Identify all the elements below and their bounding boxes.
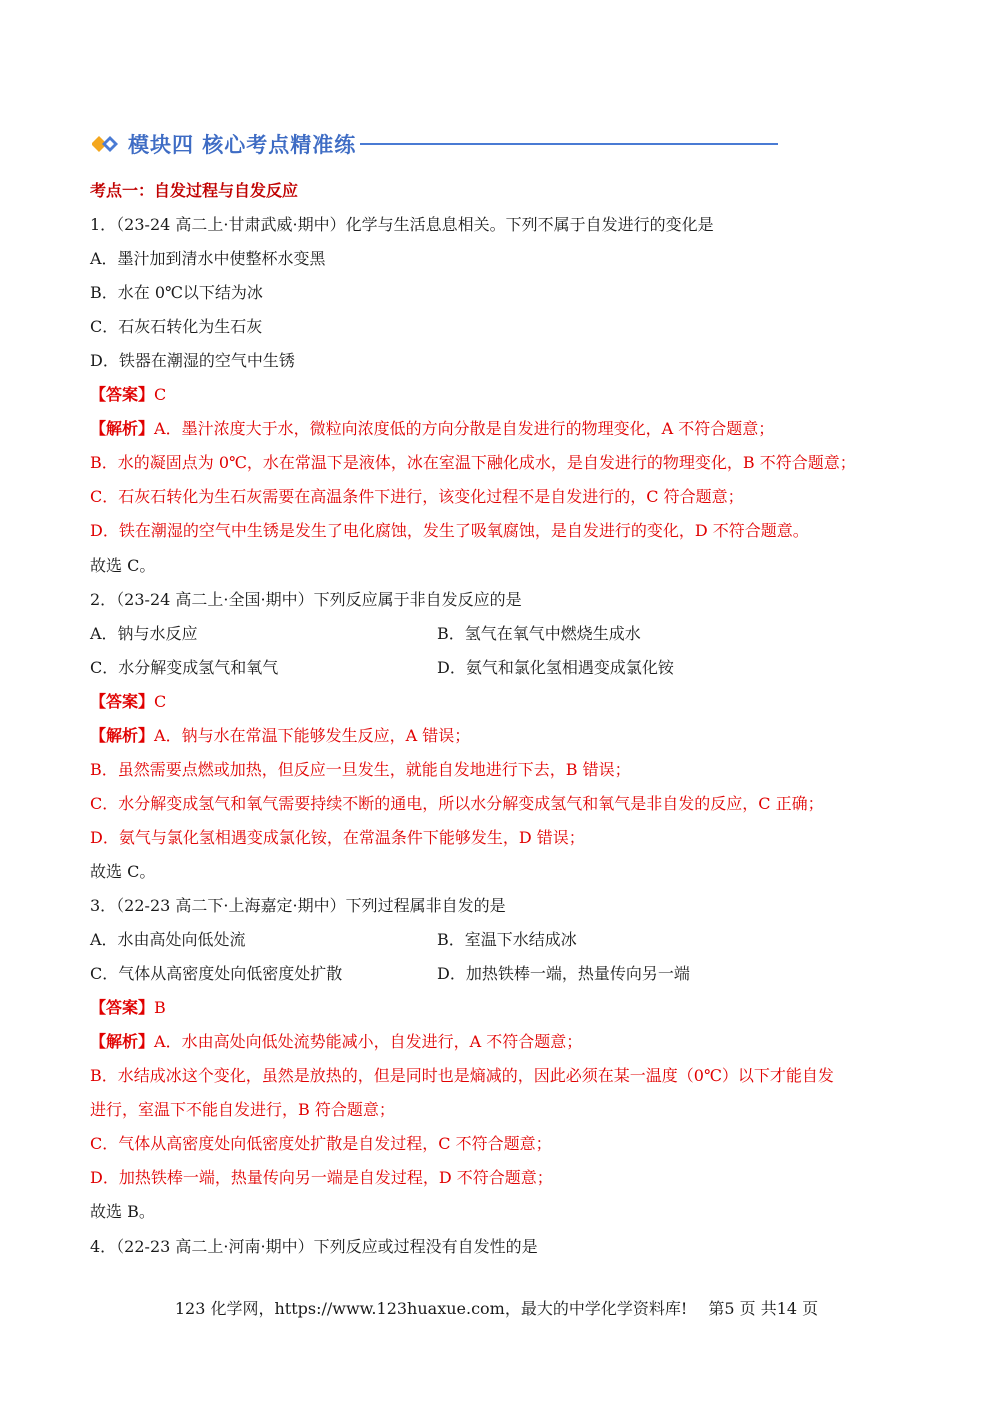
- analysis-text: A．钠与水在常温下能够发生反应，A 错误；: [154, 726, 471, 745]
- q1-conclusion: 故选 C。: [90, 556, 156, 575]
- q2-analysis-d: D．氨气与氯化氢相遇变成氯化铵，在常温条件下能够发生，D 错误；: [90, 828, 585, 847]
- q2-answer: [90, 692, 166, 712]
- q1-option-c: C．石灰石转化为生石灰: [90, 317, 263, 336]
- q3-analysis-b: B．水结成冰这个变化，虽然是放热的，但是同时也是熵减的，因此必须在某一温度（0℃）以下才能自发: [90, 1066, 834, 1085]
- q2-analysis-b: B．虽然需要点燃或加热，但反应一旦发生，就能自发地进行下去，B 错误；: [90, 760, 631, 779]
- analysis-tag: 【解析】: [90, 726, 155, 745]
- module-header: [92, 128, 782, 160]
- q2-option-b: B．氢气在氧气中燃烧生成水: [437, 624, 641, 643]
- answer-tag: 【答案】: [90, 692, 155, 711]
- q1-analysis-c: C．石灰石转化为生石灰需要在高温条件下进行，该变化过程不是自发进行的，C 符合题意；: [90, 487, 744, 506]
- module-divider: [360, 143, 778, 145]
- q2-option-a: A．钠与水反应: [90, 624, 198, 643]
- analysis-tag: 【解析】: [90, 1032, 155, 1051]
- q2-stem: 2．（23-24 高二上·全国·期中）下列反应属于非自发反应的是: [90, 590, 522, 609]
- q1-option-b: B．水在 0℃以下结为冰: [90, 283, 263, 302]
- q3-analysis-a: [90, 1032, 582, 1052]
- q3-analysis-d: D．加热铁棒一端，热量传向另一端是自发过程，D 不符合题意；: [90, 1168, 553, 1187]
- q1-analysis-a: [90, 419, 774, 439]
- page-footer: 123 化学网，https://www.123huaxue.com，最大的中学化学资料库! 第5 页 共14 页: [174, 1299, 819, 1318]
- answer-value: C: [154, 385, 167, 404]
- q3-answer: [90, 998, 166, 1018]
- q3-stem: 3．（22-23 高二下·上海嘉定·期中）下列过程属非自发的是: [90, 896, 506, 915]
- q2-option-c: C．水分解变成氢气和氧气: [90, 658, 279, 677]
- q3-option-d: D．加热铁棒一端，热量传向另一端: [437, 964, 690, 983]
- q3-analysis-b-cont: 进行，室温下不能自发进行，B 符合题意；: [90, 1100, 395, 1119]
- answer-tag: 【答案】: [90, 385, 155, 404]
- q2-conclusion: 故选 C。: [90, 862, 156, 881]
- q1-answer: [90, 385, 166, 405]
- q2-analysis-a: [90, 726, 470, 746]
- analysis-tag: 【解析】: [90, 419, 155, 438]
- q1-option-d: D．铁器在潮湿的空气中生锈: [90, 351, 295, 370]
- answer-value: C: [154, 692, 167, 711]
- q3-option-c: C．气体从高密度处向低密度处扩散: [90, 964, 343, 983]
- answer-value: B: [154, 998, 166, 1017]
- double-diamond-icon: [92, 134, 120, 154]
- q4-stem: 4．（22-23 高二上·河南·期中）下列反应或过程没有自发性的是: [90, 1237, 538, 1256]
- key-point-heading: 考点一：自发过程与自发反应: [90, 181, 299, 200]
- analysis-text: A．水由高处向低处流势能减小，自发进行，A 不符合题意；: [154, 1032, 583, 1051]
- q3-option-b: B．室温下水结成冰: [437, 930, 577, 949]
- module-title: 模块四 核心考点精准练: [128, 133, 357, 157]
- q3-option-a: A．水由高处向低处流: [90, 930, 246, 949]
- q2-analysis-c: C．水分解变成氢气和氧气需要持续不断的通电，所以水分解变成氢气和氧气是非自发的反应，C 正确；: [90, 794, 824, 813]
- q2-option-d: D．氨气和氯化氢相遇变成氯化铵: [437, 658, 674, 677]
- q1-analysis-d: D．铁在潮湿的空气中生锈是发生了电化腐蚀，发生了吸氧腐蚀，是自发进行的变化，D 不符合题意。: [90, 521, 809, 540]
- q3-conclusion: 故选 B。: [90, 1202, 155, 1221]
- q3-analysis-c: C．气体从高密度处向低密度处扩散是自发过程，C 不符合题意；: [90, 1134, 552, 1153]
- answer-tag: 【答案】: [90, 998, 155, 1017]
- analysis-text: A．墨汁浓度大于水，微粒向浓度低的方向分散是自发进行的物理变化，A 不符合题意；: [154, 419, 775, 438]
- q1-stem: 1．（23-24 高二上·甘肃武威·期中）化学与生活息息相关。下列不属于自发进行的变化是: [90, 215, 714, 234]
- q1-analysis-b: B．水的凝固点为 0℃，水在常温下是液体，冰在室温下融化成水，是自发进行的物理变化，B 不符合题意；: [90, 453, 856, 472]
- q1-option-a: A．墨汁加到清水中使整杯水变黑: [90, 249, 326, 268]
